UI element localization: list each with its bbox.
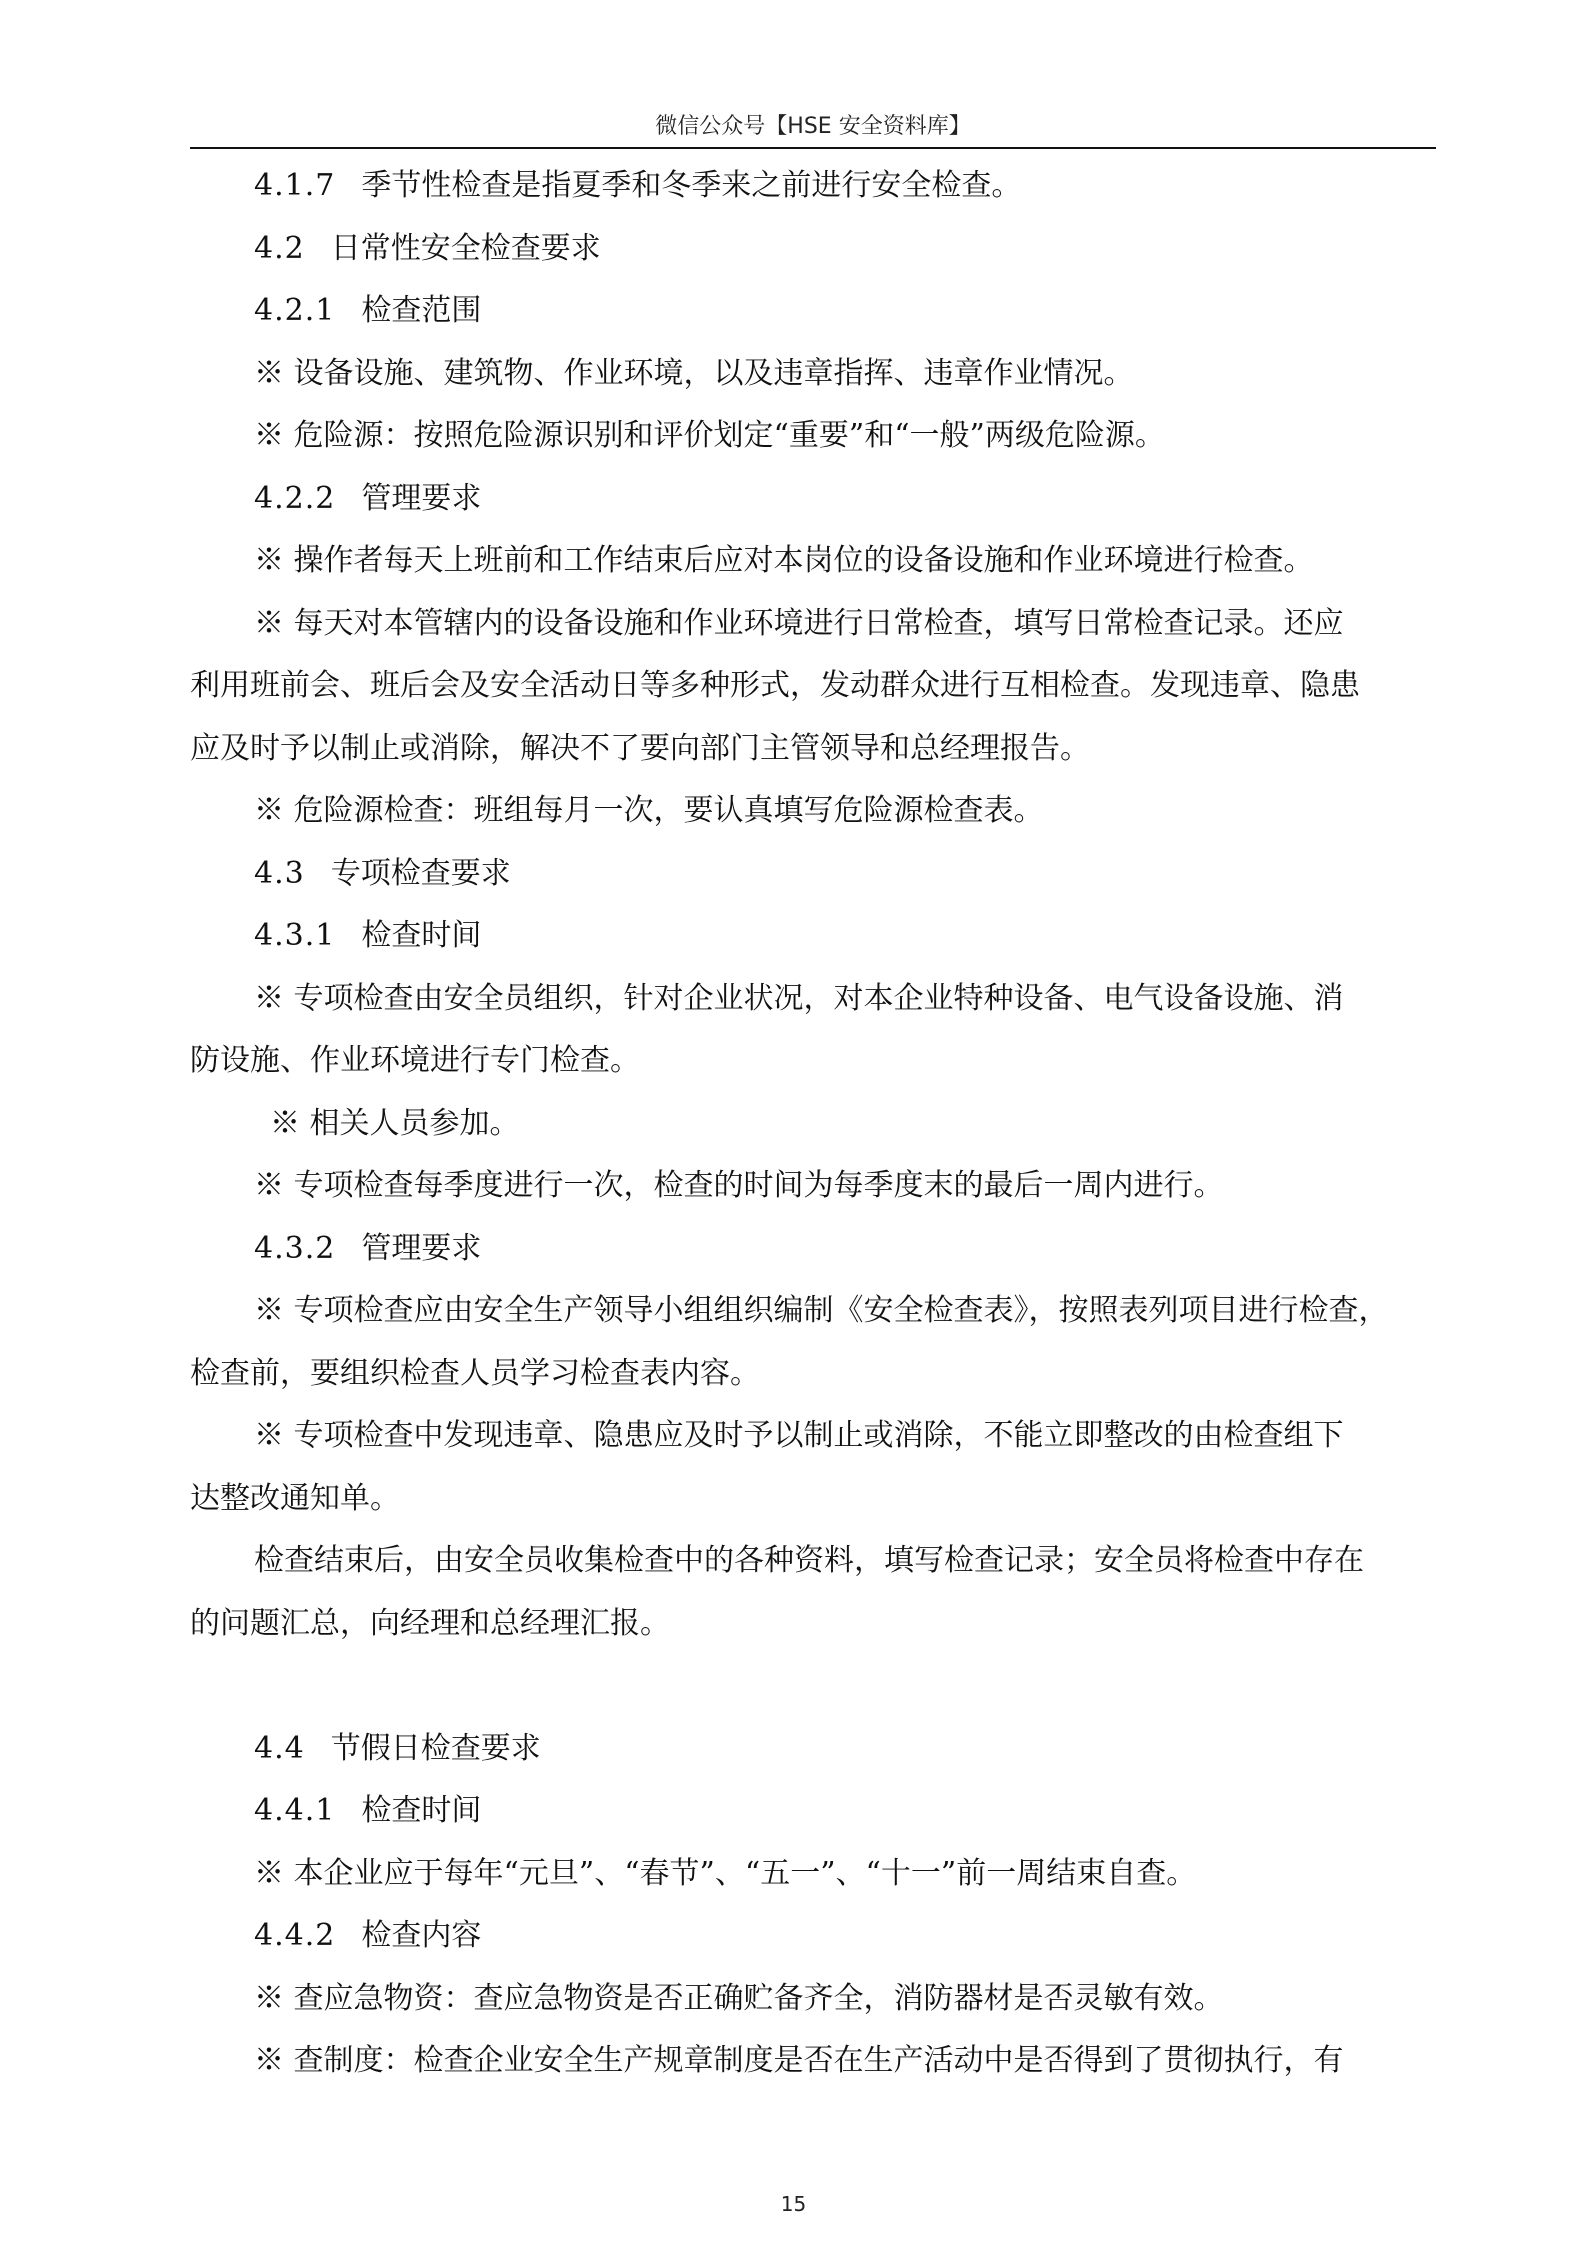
paragraph-line: ※ 本企业应于每年“元旦”、“春节”、“五一”、“十一”前一周结束自查。 xyxy=(254,1855,1197,1891)
paragraph-line: ※ 专项检查每季度进行一次，检查的时间为每季度末的最后一周内进行。 xyxy=(254,1168,1224,1203)
section-heading xyxy=(190,218,1436,281)
section-number: 4.3 xyxy=(254,855,305,891)
header-divider xyxy=(190,147,1436,149)
section-number: 4.4 xyxy=(254,1730,305,1766)
line-text: 节假日检查要求 xyxy=(330,1730,541,1766)
line-text: 检查范围 xyxy=(361,293,482,328)
paragraph-line: ※ 每天对本管辖内的设备设施和作业环境进行日常检查，填写日常检查记录。还应 xyxy=(254,605,1344,641)
section-number: 4.3.2 xyxy=(254,1230,336,1266)
page-number: 15 xyxy=(780,2192,807,2216)
blank-line xyxy=(190,1655,1436,1718)
paragraph-line: ※ 相关人员参加。 xyxy=(270,1105,520,1141)
paragraph-line: 防设施、作业环境进行专门检查。 xyxy=(190,1043,640,1078)
section-heading xyxy=(190,1780,1436,1843)
line-text: 专项检查要求 xyxy=(330,855,511,891)
section-number: 4.2 xyxy=(254,230,305,266)
paragraph-line: 的问题汇总，向经理和总经理汇报。 xyxy=(190,1605,670,1641)
section-number: 4.3.1 xyxy=(254,918,336,953)
line-text: 检查时间 xyxy=(361,1793,482,1828)
section-heading xyxy=(190,843,1436,906)
section-number: 4.2.2 xyxy=(254,480,336,516)
section-heading xyxy=(190,280,1436,343)
line-text: 日常性安全检查要求 xyxy=(330,230,601,266)
paragraph-line: ※ 操作者每天上班前和工作结束后应对本岗位的设备设施和作业环境进行检查。 xyxy=(254,543,1314,578)
section-heading xyxy=(190,1718,1436,1781)
page-header: 微信公众号【HSE 安全资料库】 xyxy=(655,114,971,139)
section-heading xyxy=(190,1218,1436,1281)
document-body xyxy=(190,155,1436,2093)
paragraph-line: ※ 设备设施、建筑物、作业环境，以及违章指挥、违章作业情况。 xyxy=(254,355,1134,391)
section-heading xyxy=(190,1905,1436,1968)
paragraph-line: 利用班前会、班后会及安全活动日等多种形式，发动群众进行互相检查。发现违章、隐患 xyxy=(190,668,1360,703)
paragraph-line: ※ 危险源：按照危险源识别和评价划定“重要”和“一般”两级危险源。 xyxy=(254,418,1165,453)
section-heading xyxy=(190,905,1436,968)
section-number: 4.4.1 xyxy=(254,1793,336,1828)
paragraph-line: ※ 查制度：检查企业安全生产规章制度是否在生产活动中是否得到了贯彻执行，有 xyxy=(254,2043,1344,2078)
line-text: 检查内容 xyxy=(361,1918,482,1953)
paragraph-line: 达整改通知单。 xyxy=(190,1480,400,1516)
paragraph-line: 检查结束后，由安全员收集检查中的各种资料，填写检查记录；安全员将检查中存在 xyxy=(254,1543,1364,1578)
section-number: 4.2.1 xyxy=(254,293,336,328)
paragraph-line: 检查前，要组织检查人员学习检查表内容。 xyxy=(190,1355,760,1391)
line-text: 季节性检查是指夏季和冬季来之前进行安全检查。 xyxy=(361,168,1022,203)
section-number: 4.1.7 xyxy=(254,168,336,203)
section-number: 4.4.2 xyxy=(254,1918,336,1953)
line-text: 管理要求 xyxy=(361,480,482,516)
paragraph-line: ※ 查应急物资：查应急物资是否正确贮备齐全，消防器材是否灵敏有效。 xyxy=(254,1980,1224,2016)
section-heading xyxy=(190,155,1436,218)
paragraph-line: ※ 专项检查应由安全生产领导小组组织编制《安全检查表》，按照表列项目进行检查， xyxy=(254,1293,1389,1328)
paragraph-line: ※ 危险源检查：班组每月一次，要认真填写危险源检查表。 xyxy=(254,793,1044,828)
line-text: 管理要求 xyxy=(361,1230,482,1266)
section-heading xyxy=(190,468,1436,531)
paragraph-line: 应及时予以制止或消除，解决不了要向部门主管领导和总经理报告。 xyxy=(190,730,1090,766)
line-text: 检查时间 xyxy=(361,918,482,953)
paragraph-line: ※ 专项检查中发现违章、隐患应及时予以制止或消除，不能立即整改的由检查组下 xyxy=(254,1418,1344,1453)
paragraph-line: ※ 专项检查由安全员组织，针对企业状况，对本企业特种设备、电气设备设施、消 xyxy=(254,980,1344,1016)
